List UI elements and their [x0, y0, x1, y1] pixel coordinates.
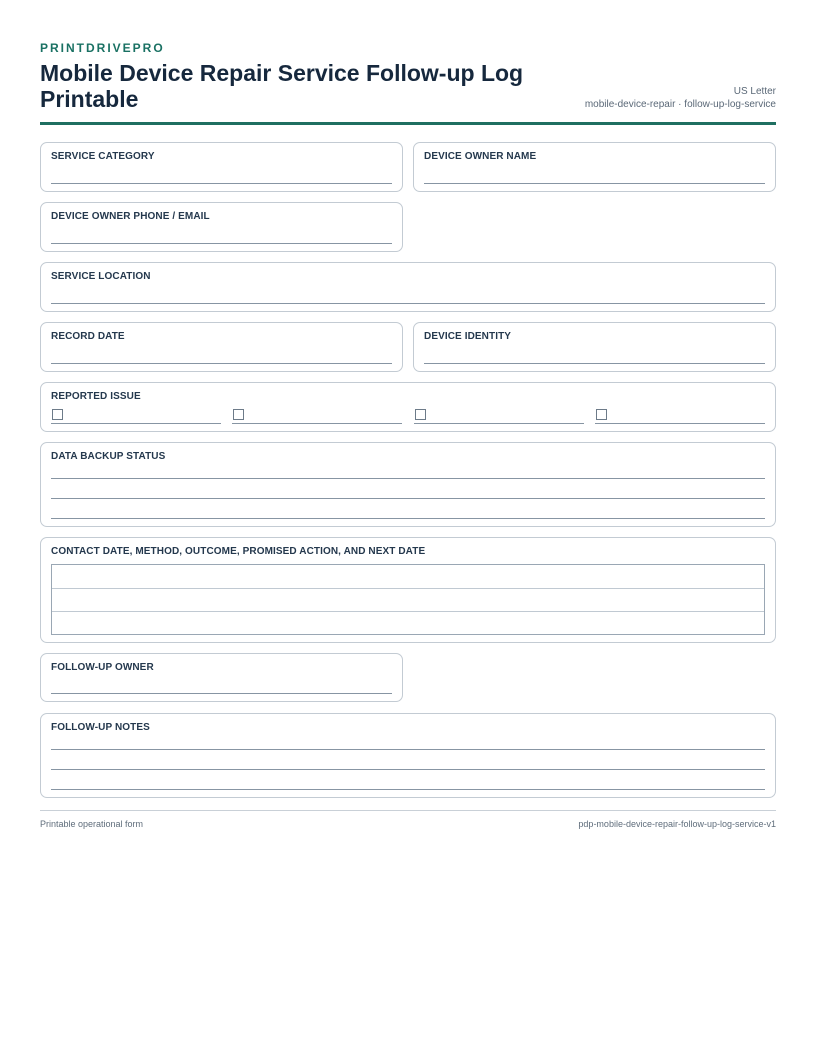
contact-log-field: [40, 537, 776, 643]
issue-checkbox-4[interactable]: [596, 409, 607, 420]
write-line[interactable]: [51, 363, 392, 364]
follow-up-notes-field: [40, 713, 776, 798]
record-date-field[interactable]: [40, 322, 403, 372]
field-label: FOLLOW-UP NOTES: [51, 722, 150, 733]
issue-checkbox-2[interactable]: [233, 409, 244, 420]
table-row-divider: [52, 611, 764, 612]
paper-size: US Letter: [733, 86, 776, 97]
write-line[interactable]: [51, 693, 392, 694]
field-label: DATA BACKUP STATUS: [51, 451, 166, 462]
footer-divider: [40, 810, 776, 811]
data-backup-status-field: [40, 442, 776, 527]
device-owner-contact-field[interactable]: [40, 202, 403, 252]
field-label: FOLLOW-UP OWNER: [51, 662, 154, 673]
write-line[interactable]: [51, 749, 765, 750]
contact-log-table: [51, 564, 765, 635]
document-meta: [585, 85, 776, 111]
form-page: [40, 0, 776, 1056]
footer-label: Printable operational form: [40, 819, 144, 829]
document-path: mobile-device-repair · follow-up-log-service: [584, 99, 776, 110]
table-row-divider: [52, 588, 764, 589]
issue-write-line-2[interactable]: [232, 423, 402, 424]
write-line[interactable]: [51, 478, 765, 479]
service-category-field[interactable]: [40, 142, 403, 192]
field-label: DEVICE OWNER NAME: [424, 151, 537, 162]
issue-checkbox-1[interactable]: [52, 409, 63, 420]
device-owner-name-field[interactable]: [413, 142, 776, 192]
issue-write-line-4[interactable]: [595, 423, 765, 424]
write-line[interactable]: [51, 183, 392, 184]
issue-write-line-3[interactable]: [414, 423, 584, 424]
field-label: DEVICE OWNER PHONE / EMAIL: [51, 211, 210, 222]
field-label: DEVICE IDENTITY: [424, 331, 512, 342]
issue-checkbox-3[interactable]: [415, 409, 426, 420]
field-label: REPORTED ISSUE: [51, 391, 141, 402]
header-divider: [40, 122, 776, 125]
field-label: RECORD DATE: [51, 331, 125, 342]
write-line[interactable]: [51, 303, 765, 304]
issue-write-line-1[interactable]: [51, 423, 221, 424]
reported-issue-field: [40, 382, 776, 432]
write-line[interactable]: [51, 789, 765, 790]
page-title: Mobile Device Repair Service Follow-up Log Printable: [40, 60, 524, 112]
write-line[interactable]: [51, 518, 765, 519]
field-label: SERVICE LOCATION: [51, 271, 151, 282]
write-line[interactable]: [424, 183, 765, 184]
write-line[interactable]: [51, 769, 765, 770]
write-line[interactable]: [51, 498, 765, 499]
service-location-field[interactable]: [40, 262, 776, 312]
device-identity-field[interactable]: [413, 322, 776, 372]
field-label: CONTACT DATE, METHOD, OUTCOME, PROMISED ACTION, AND NEXT DATE: [51, 546, 426, 557]
write-line[interactable]: [51, 243, 392, 244]
field-label: SERVICE CATEGORY: [51, 151, 155, 162]
brand-name: PRINTDRIVEPRO: [40, 41, 165, 55]
follow-up-owner-field[interactable]: [40, 653, 403, 702]
form-id: pdp-mobile-device-repair-follow-up-log-service-v1: [578, 819, 776, 829]
write-line[interactable]: [424, 363, 765, 364]
